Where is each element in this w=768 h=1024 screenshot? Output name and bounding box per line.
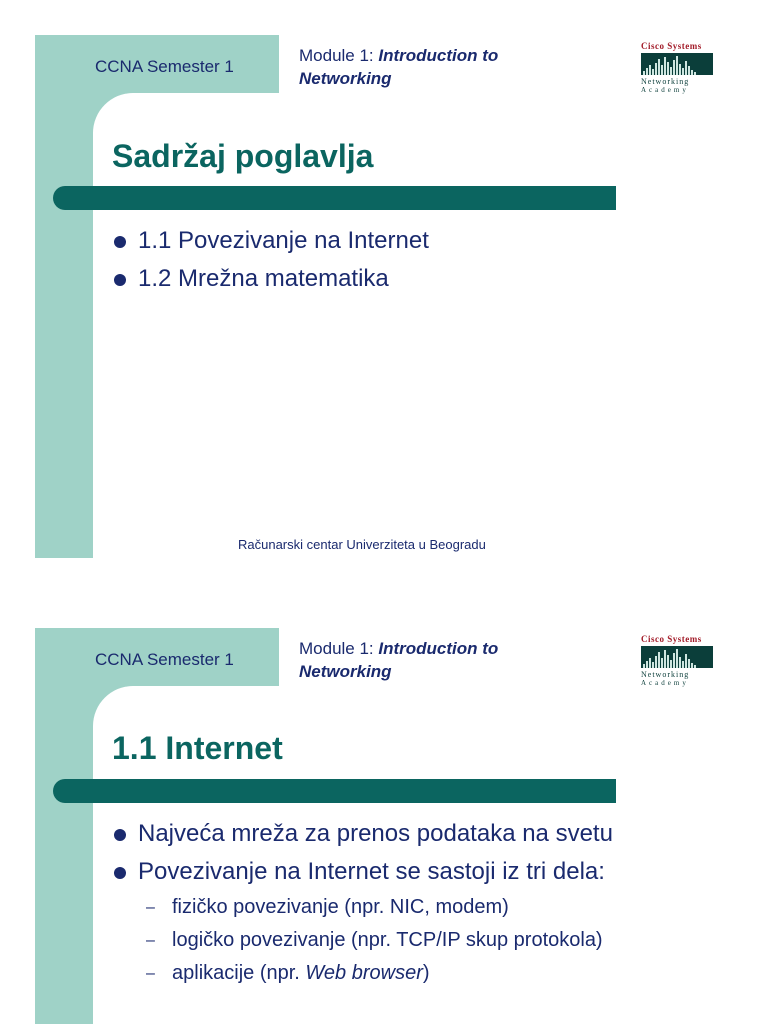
- logo-sub1: Networking: [641, 77, 690, 86]
- course-label: CCNA Semester 1: [95, 650, 234, 669]
- bullet-icon: [114, 829, 126, 841]
- title-bar: [53, 186, 616, 210]
- sub-bullet-text: logičko povezivanje (npr. TCP/IP skup protokola): [172, 929, 603, 951]
- slide-title: Sadržaj poglavlja: [112, 138, 374, 174]
- sub-bullet-text: fizičko povezivanje (npr. NIC, modem): [172, 896, 509, 918]
- sub-bullet-item: [138, 924, 613, 957]
- cisco-logo: [641, 41, 713, 101]
- header-corner: [93, 93, 133, 133]
- module-title: [299, 44, 498, 90]
- logo-sub1: Networking: [641, 670, 690, 679]
- side-strip: [35, 628, 93, 1024]
- module-prefix: Module 1:: [299, 46, 379, 65]
- module-title-line2: Networking: [299, 662, 392, 681]
- bullet-item: [112, 815, 613, 853]
- bullet-icon: [114, 236, 126, 248]
- title-bar: [53, 779, 616, 803]
- course-label: CCNA Semester 1: [95, 57, 234, 76]
- dash-icon: –: [146, 965, 155, 982]
- logo-bars-icon: [641, 53, 713, 75]
- slide-title: 1.1 Internet: [112, 730, 283, 766]
- sub-bullet-list: [138, 891, 613, 990]
- sub-bullet-item: [138, 891, 613, 924]
- module-title-line1: Introduction to: [378, 46, 499, 65]
- module-prefix: Module 1:: [299, 639, 379, 658]
- bullet-list: [112, 815, 613, 990]
- logo-sub2: Academy: [641, 679, 689, 687]
- bullet-item: [112, 853, 613, 990]
- bullet-text: 1.2 Mrežna matematika: [138, 265, 389, 292]
- sub-bullet-text-pre: aplikacije (npr.: [172, 962, 306, 984]
- slide-2: [0, 593, 768, 1024]
- sub-bullet-text-post: ): [422, 962, 430, 984]
- bullet-icon: [114, 274, 126, 286]
- bullet-item: [112, 260, 429, 298]
- bullet-text: Najveća mreža za prenos podataka na svetu: [138, 820, 613, 847]
- side-strip: [35, 35, 93, 558]
- logo-brand: Cisco Systems: [641, 41, 702, 51]
- module-title-line2: Networking: [299, 69, 392, 88]
- module-title: [299, 637, 498, 683]
- logo-sub2: Academy: [641, 86, 689, 94]
- bullet-text: 1.1 Povezivanje na Internet: [138, 227, 429, 254]
- bullet-item: [112, 222, 429, 260]
- dash-icon: –: [146, 899, 155, 916]
- sub-bullet-item: [138, 957, 613, 990]
- bullet-list: [112, 222, 429, 298]
- logo-bars-icon: [641, 646, 713, 668]
- logo-brand: Cisco Systems: [641, 634, 702, 644]
- header-corner: [93, 686, 133, 726]
- sub-bullet-text-italic: Web browser: [305, 962, 423, 984]
- module-title-line1: Introduction to: [378, 639, 499, 658]
- bullet-icon: [114, 867, 126, 879]
- bullet-text: Povezivanje na Internet se sastoji iz tri dela:: [138, 858, 605, 885]
- cisco-logo: [641, 634, 713, 694]
- slide-footer: Računarski centar Univerziteta u Beogradu: [238, 537, 486, 552]
- dash-icon: –: [146, 932, 155, 949]
